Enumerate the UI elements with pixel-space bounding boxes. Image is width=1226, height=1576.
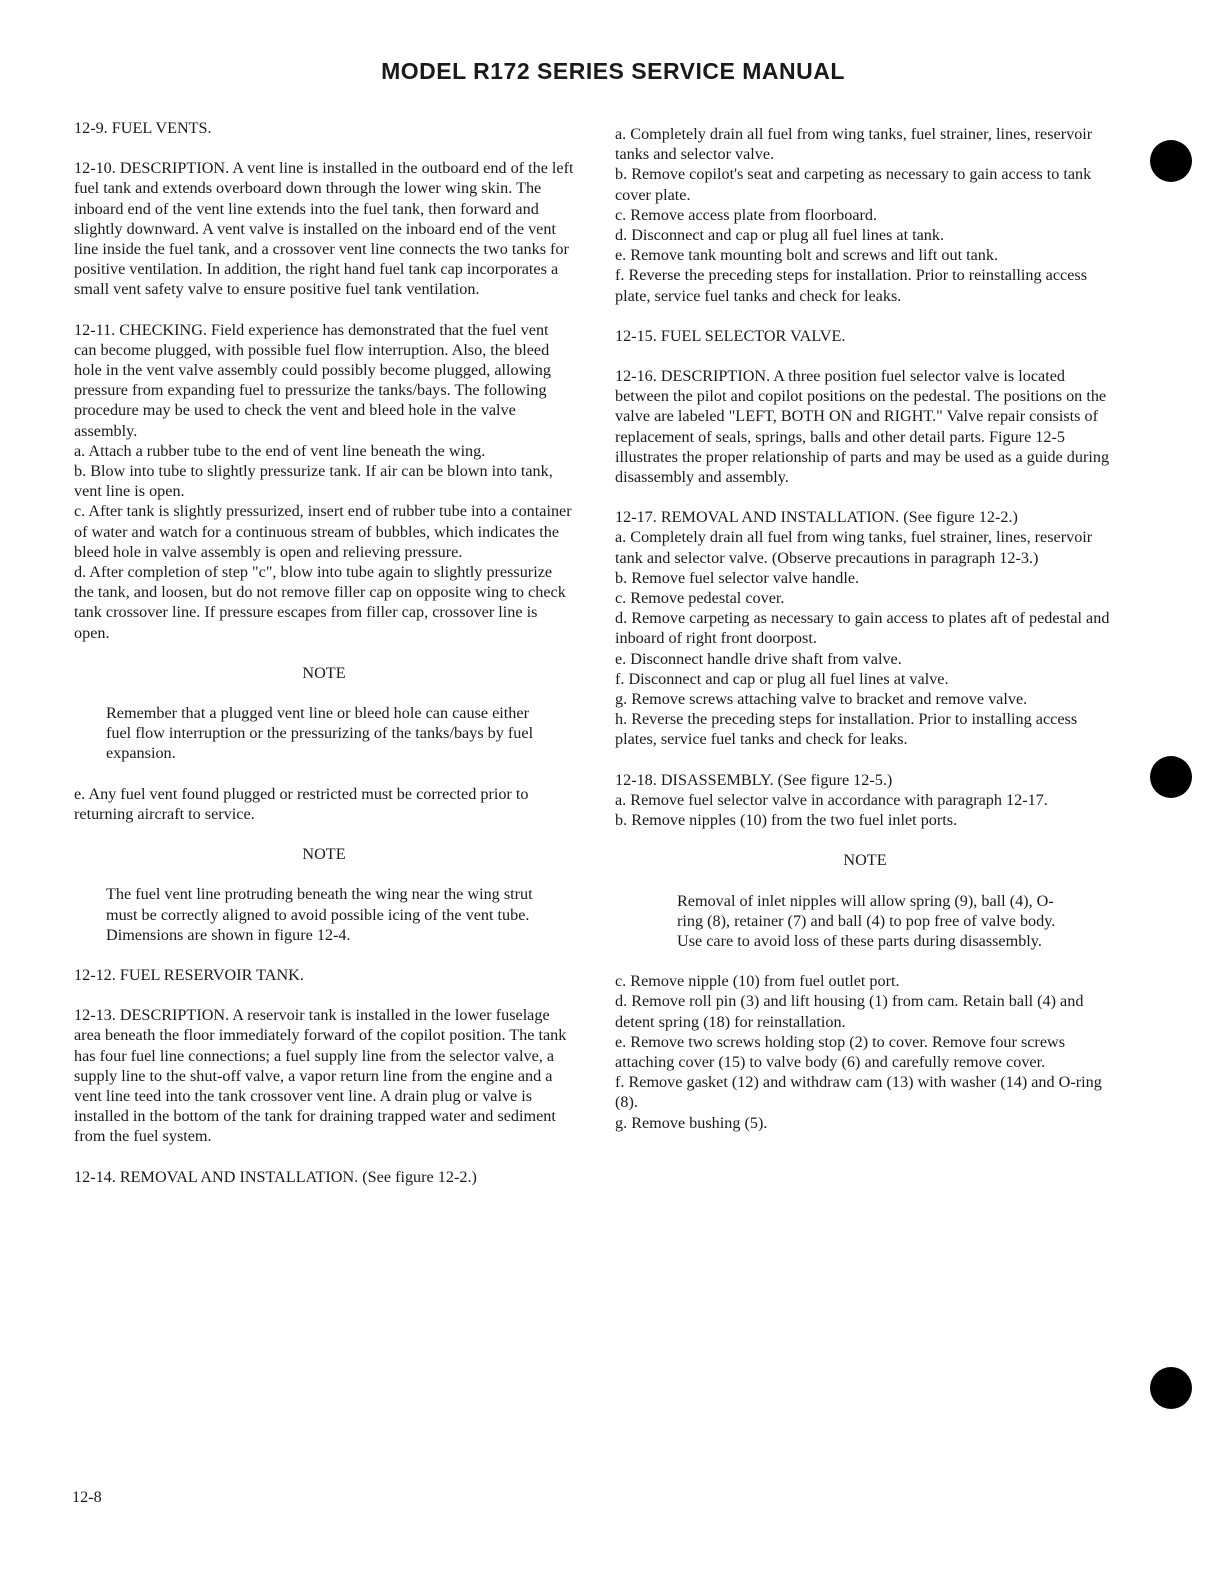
- section-paragraph: 12-18. DISASSEMBLY. (See figure 12-5.): [615, 770, 893, 789]
- step-item: c. After tank is slightly pressurized, insert end of rubber tube into a container of water and watch for a continuous stream of bubbles, which indicates the bleed hole in valve assembly is open and relieving pressure.: [74, 502, 572, 561]
- step-item: e. Any fuel vent found plugged or restricted must be corrected prior to returning aircraft to service.: [74, 784, 529, 823]
- step-item: a. Attach a rubber tube to the end of vent line beneath the wing.: [74, 441, 486, 460]
- step-item: e. Remove two screws holding stop (2) to cover. Remove four screws attaching cover (15) to valve body (6) and carefully remove cover.: [615, 1032, 1066, 1071]
- paragraph-spacer: [615, 830, 1115, 850]
- paragraph-spacer: [74, 824, 574, 844]
- paragraph-spacer: [74, 985, 574, 1005]
- step-item: f. Remove gasket (12) and withdraw cam (13) with washer (14) and O-ring (8).: [615, 1073, 1102, 1112]
- paragraph-spacer: [615, 346, 1115, 366]
- section-paragraph: 12-9. FUEL VENTS.: [74, 119, 212, 137]
- paragraph-spacer: [615, 487, 1115, 507]
- paragraph-spacer: [74, 945, 574, 965]
- note-text: Removal of inlet nipples will allow spring (9), ball (4), O-ring (8), retainer (7) and ball (4) to pop free of valve body. Use care to avoid loss of these parts during disassembly.: [677, 891, 1056, 950]
- step-item: a. Remove fuel selector valve in accordance with paragraph 12-17.: [615, 790, 1048, 809]
- step-item: g. Remove bushing (5).: [615, 1113, 768, 1132]
- section-paragraph: 12-17. REMOVAL AND INSTALLATION. (See figure 12-2.): [615, 508, 1018, 527]
- step-item: b. Blow into tube to slightly pressurize tank. If air can be blown into tank, vent line is open.: [74, 462, 553, 501]
- section-paragraph: 12-10. DESCRIPTION. A vent line is installed in the outboard end of the left fuel tank and extends overboard down through the lower wing skin. The inboard end of the vent line extends into the fuel tank, then forward and slightly downward. A vent valve is installed on the inboard end of the vent line inside the fuel tank, and a crossover vent line connects the two tanks for positive ventilation. In addition, the right hand fuel tank cap incorporates a small vent safety valve to ensure positive fuel tank ventilation.: [74, 159, 574, 299]
- section-paragraph: 12-16. DESCRIPTION. A three position fuel selector valve is located between the pilot and copilot positions on the pedestal. The positions on the valve are labeled "LEFT, BOTH ON and RIGHT." Valve repair consists of replacement of seals, springs, balls and other detail parts. Figure 12-5 illustrates the proper relationship of parts and may be used as a guide during disassembly and assembly.: [615, 367, 1110, 487]
- step-item: b. Remove nipples (10) from the two fuel inlet ports.: [615, 811, 958, 830]
- paragraph-spacer: [615, 871, 1115, 891]
- binder-hole-icon: [1150, 756, 1192, 798]
- section-paragraph: 12-12. FUEL RESERVOIR TANK.: [74, 965, 304, 984]
- section-paragraph: 12-13. DESCRIPTION. A reservoir tank is installed in the lower fuselage area beneath the floor immediately forward of the copilot position. The tank has four fuel line connections; a fuel supply line from the selector valve, a supply line to the shut-off valve, a vapor return line from the engine and a vent line teed into the tank crossover vent line. A drain plug or valve is installed in the bottom of the tank for draining trapped water and sediment from the fuel system.: [74, 1006, 567, 1146]
- note-heading: NOTE: [843, 851, 887, 870]
- step-item: a. Completely drain all fuel from wing tanks, fuel strainer, lines, reservoir tanks and selector valve.: [615, 125, 1093, 164]
- step-item: f. Disconnect and cap or plug all fuel lines at valve.: [615, 669, 949, 688]
- binder-hole-icon: [1150, 140, 1192, 182]
- section-paragraph: 12-14. REMOVAL AND INSTALLATION. (See figure 12-2.): [74, 1167, 477, 1186]
- page-title: MODEL R172 SERIES SERVICE MANUAL: [381, 58, 845, 84]
- step-item: c. Remove pedestal cover.: [615, 589, 785, 608]
- step-item: a. Completely drain all fuel from wing tanks, fuel strainer, lines, reservoir tank and selector valve. (Observe precautions in paragraph 12-3.): [615, 528, 1093, 567]
- left-column: [74, 118, 574, 1187]
- step-item: d. After completion of step "c", blow into tube again to slightly pressurize the tank, and loosen, but do not remove filler cap on opposite wing to check tank crossover line. If pressure escapes from filler cap, crossover line is open.: [74, 563, 566, 642]
- step-item: e. Disconnect handle drive shaft from valve.: [615, 649, 902, 668]
- paragraph-spacer: [74, 1147, 574, 1167]
- step-item: c. Remove access plate from floorboard.: [615, 205, 878, 224]
- page-number: 12-8: [72, 1488, 102, 1506]
- paragraph-spacer: [74, 683, 574, 703]
- right-column: [615, 124, 1115, 1133]
- note-heading: NOTE: [302, 663, 346, 682]
- note-text: The fuel vent line protruding beneath the wing near the wing strut must be correctly aligned to avoid possible icing of the vent tube. Dimensions are shown in figure 12-4.: [106, 885, 533, 944]
- step-item: d. Remove roll pin (3) and lift housing (1) from cam. Retain ball (4) and detent spring (18) for reinstallation.: [615, 992, 1084, 1031]
- section-paragraph: 12-11. CHECKING. Field experience has demonstrated that the fuel vent can become plugged, with possible fuel flow interruption. Also, the bleed hole in the vent valve assembly could possibly become plugged, allowing pressure from expanding fuel to pressurize the tanks/bays. The following procedure may be used to check the vent and bleed hole in the valve assembly.: [74, 320, 551, 440]
- step-item: h. Reverse the preceding steps for installation. Prior to installing access plates, service fuel tanks and check for leaks.: [615, 710, 1078, 749]
- paragraph-spacer: [74, 764, 574, 784]
- step-item: e. Remove tank mounting bolt and screws and lift out tank.: [615, 246, 999, 265]
- step-item: g. Remove screws attaching valve to bracket and remove valve.: [615, 690, 1028, 709]
- note-text: Remember that a plugged vent line or bleed hole can cause either fuel flow interruption or the pressurizing of the tanks/bays by fuel expansion.: [106, 704, 534, 763]
- step-item: d. Disconnect and cap or plug all fuel lines at tank.: [615, 226, 945, 245]
- section-paragraph: 12-15. FUEL SELECTOR VALVE.: [615, 326, 846, 345]
- paragraph-spacer: [615, 750, 1115, 770]
- paragraph-spacer: [74, 864, 574, 884]
- step-item: b. Remove copilot's seat and carpeting as necessary to gain access to tank cover plate.: [615, 165, 1092, 204]
- paragraph-spacer: [74, 643, 574, 663]
- paragraph-spacer: [615, 306, 1115, 326]
- paragraph-spacer: [74, 300, 574, 320]
- paragraph-spacer: [615, 951, 1115, 971]
- paragraph-spacer: [74, 138, 574, 158]
- step-item: c. Remove nipple (10) from fuel outlet port.: [615, 972, 900, 991]
- note-heading: NOTE: [302, 845, 346, 864]
- step-item: d. Remove carpeting as necessary to gain access to plates aft of pedestal and inboard of right front doorpost.: [615, 609, 1110, 648]
- binder-hole-icon: [1150, 1367, 1192, 1409]
- step-item: b. Remove fuel selector valve handle.: [615, 568, 860, 587]
- step-item: f. Reverse the preceding steps for installation. Prior to reinstalling access plate, service fuel tanks and check for leaks.: [615, 266, 1087, 305]
